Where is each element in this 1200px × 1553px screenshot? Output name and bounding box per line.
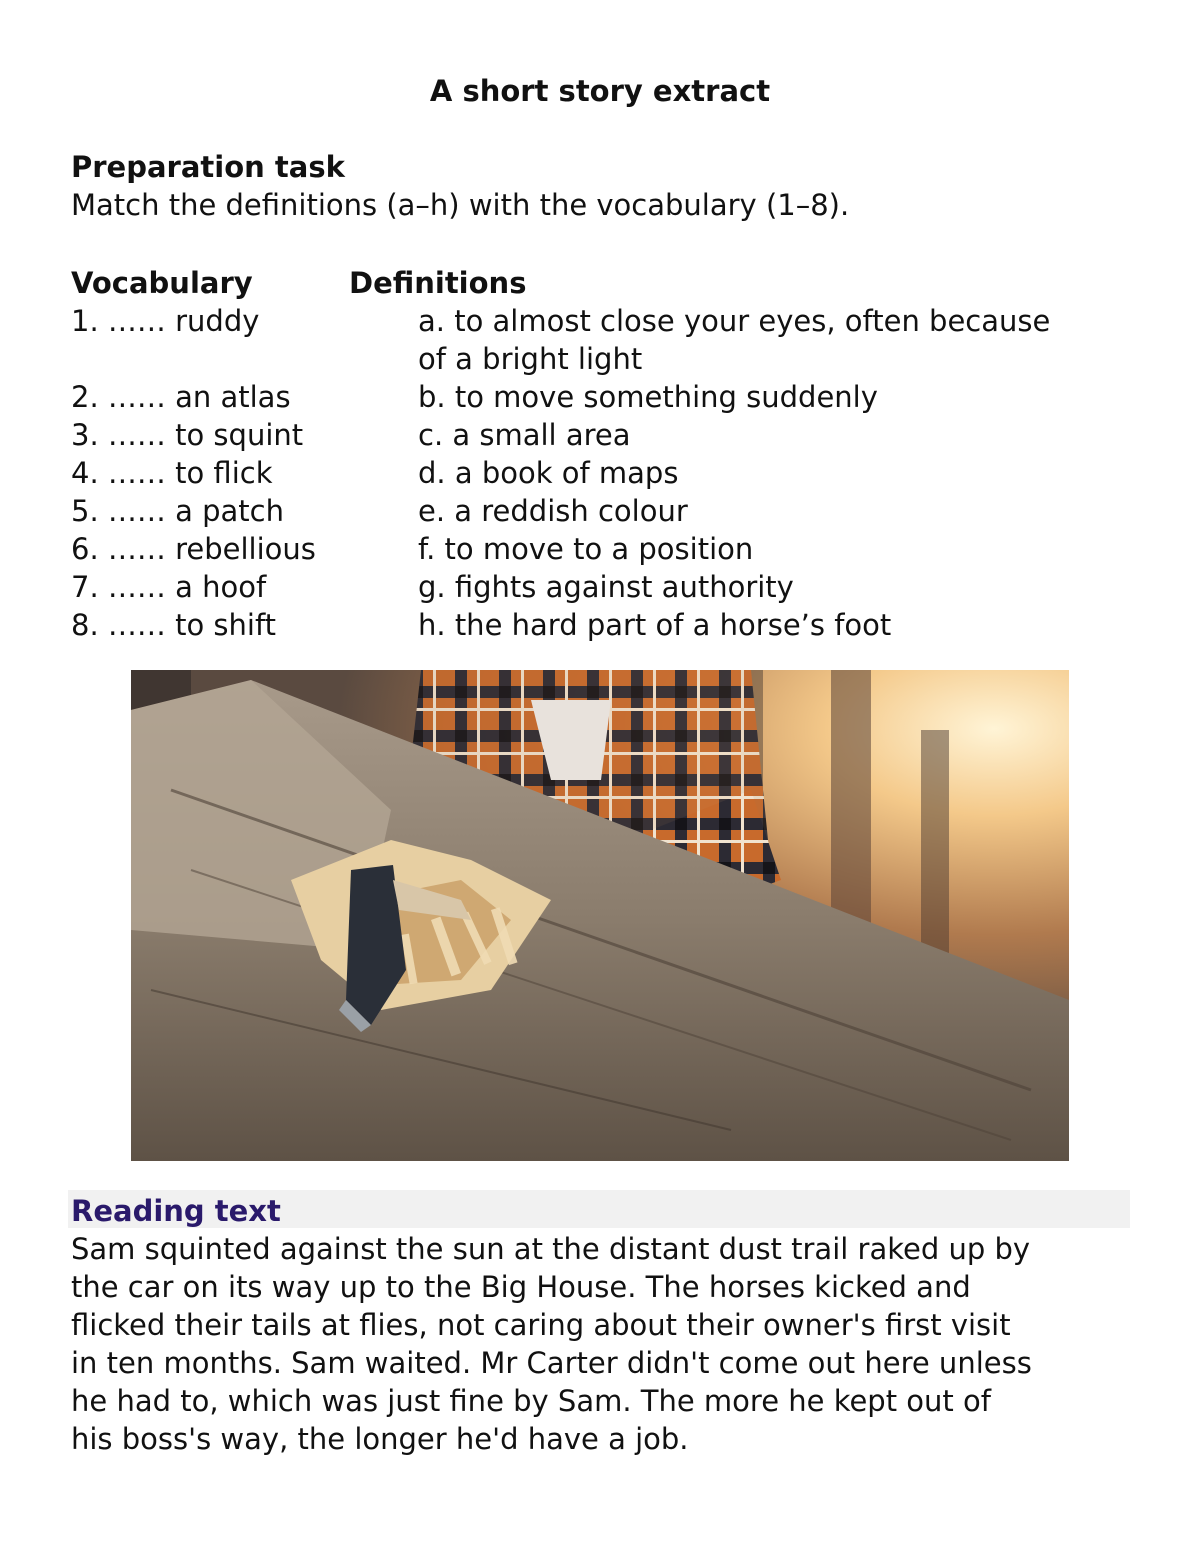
definitions-heading: Definitions: [349, 266, 527, 300]
definition-item: a. to almost close your eyes, often because: [418, 304, 1051, 338]
definition-item: f. to move to a position: [418, 532, 754, 566]
vocabulary-item: 6. …… rebellious: [71, 532, 316, 566]
preparation-heading: Preparation task: [71, 150, 345, 184]
definition-item: b. to move something suddenly: [418, 380, 878, 414]
reading-line: Sam squinted against the sun at the distant dust trail raked up by: [71, 1232, 1031, 1266]
vocabulary-item: 5. …… a patch: [71, 494, 284, 528]
reading-line: his boss's way, the longer he'd have a job.: [71, 1422, 689, 1456]
definition-item: g. fights against authority: [418, 570, 794, 604]
preparation-instruction: Match the definitions (a–h) with the vocabulary (1–8).: [71, 188, 850, 222]
log-chopping-photo: [131, 670, 1069, 1161]
definition-item: e. a reddish colour: [418, 494, 688, 528]
reading-line: flicked their tails at flies, not caring about their owner's first visit: [71, 1308, 1011, 1342]
reading-text: [71, 1230, 1141, 1458]
vocabulary-item: 2. …… an atlas: [71, 380, 291, 414]
definition-item-continued: of a bright light: [418, 342, 643, 376]
definition-item: c. a small area: [418, 418, 631, 452]
vocabulary-item: 3. …… to squint: [71, 418, 304, 452]
vocabulary-item: 7. …… a hoof: [71, 570, 267, 604]
vocabulary-heading: Vocabulary: [71, 266, 253, 300]
definition-item: h. the hard part of a horse’s foot: [418, 608, 892, 642]
vocabulary-item: 8. …… to shift: [71, 608, 277, 642]
reading-heading: Reading text: [71, 1194, 281, 1228]
vocabulary-item: 1. …… ruddy: [71, 304, 260, 338]
page-title: A short story extract: [429, 74, 771, 108]
vocabulary-item: 4. …… to flick: [71, 456, 273, 490]
reading-line: in ten months. Sam waited. Mr Carter didn't come out here unless: [71, 1346, 1032, 1380]
reading-line: the car on its way up to the Big House. The horses kicked and: [71, 1270, 971, 1304]
definition-item: d. a book of maps: [418, 456, 679, 490]
reading-line: he had to, which was just fine by Sam. The more he kept out of: [71, 1384, 991, 1418]
